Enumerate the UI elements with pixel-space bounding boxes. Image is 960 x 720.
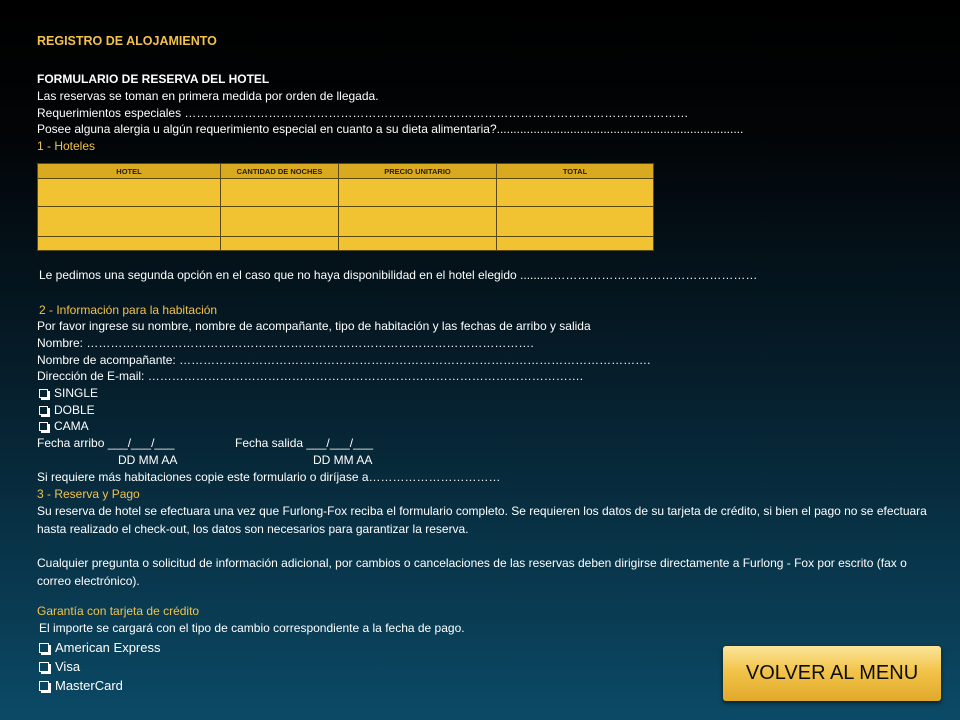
option-label: DOBLE bbox=[54, 403, 95, 417]
email-field[interactable]: Dirección de E-mail: ………………………………………………………………………………………………. bbox=[37, 369, 584, 383]
option-cama-checkbox[interactable] bbox=[39, 419, 89, 433]
column-header-noches: CANTIDAD DE NOCHES bbox=[221, 164, 339, 179]
allergy-field[interactable]: Posee alguna alergia u algún requerimiento especial en cuanto a su dieta alimentaria?.......................................................................... bbox=[37, 122, 744, 136]
special-requirements-field[interactable]: Requerimientos especiales ……………………………………………………………………………………………………………… bbox=[37, 106, 689, 120]
page-title: REGISTRO DE ALOJAMIENTO bbox=[37, 34, 217, 48]
table-cell[interactable] bbox=[221, 207, 339, 236]
card-amex-checkbox[interactable] bbox=[39, 640, 160, 655]
table-cell[interactable] bbox=[38, 179, 221, 207]
card-mastercard-checkbox[interactable] bbox=[39, 678, 123, 693]
table-row bbox=[38, 207, 654, 236]
departure-date-field[interactable]: Fecha salida ___/___/___ bbox=[235, 436, 374, 450]
option-single-checkbox[interactable] bbox=[39, 386, 98, 400]
guarantee-text: El importe se cargará con el tipo de cambio correspondiente a la fecha de pago. bbox=[39, 621, 465, 635]
table-cell[interactable] bbox=[221, 179, 339, 207]
card-label: American Express bbox=[55, 640, 161, 655]
column-header-precio: PRECIO UNITARIO bbox=[339, 164, 497, 179]
checkbox-icon bbox=[39, 643, 49, 653]
table-cell[interactable] bbox=[221, 236, 339, 250]
checkbox-icon bbox=[39, 406, 48, 415]
more-rooms-note: Si requiere más habitaciones copie este formulario o diríjase a…………………………… bbox=[37, 470, 501, 484]
column-header-hotel: HOTEL bbox=[38, 164, 221, 179]
table-cell[interactable] bbox=[497, 236, 654, 250]
column-header-total: TOTAL bbox=[497, 164, 654, 179]
payment-text: Su reserva de hotel se efectuara una vez que Furlong-Fox reciba el formulario completo. Se requieren los datos de su tarjeta de crédito, si bien el pago no se efectuara hasta realizado el check-out, los datos son necesarios para garantizar la reserva. bbox=[37, 504, 927, 536]
section-pago-heading: 3 - Reserva y Pago bbox=[37, 487, 140, 501]
option-doble-checkbox[interactable] bbox=[39, 403, 95, 417]
table-cell[interactable] bbox=[38, 236, 221, 250]
form-title: FORMULARIO DE RESERVA DEL HOTEL bbox=[37, 72, 270, 86]
table-cell[interactable] bbox=[339, 236, 497, 250]
table-row bbox=[38, 179, 654, 207]
arrival-date-format: DD MM AA bbox=[118, 453, 178, 467]
companion-field[interactable]: Nombre de acompañante: ………………………………………………………………………………………………………. bbox=[37, 353, 651, 367]
card-label: MasterCard bbox=[55, 678, 123, 693]
section-habitacion-heading: 2 - Información para la habitación bbox=[39, 303, 218, 317]
departure-date-format: DD MM AA bbox=[313, 453, 373, 467]
hotels-table bbox=[37, 163, 654, 251]
table-cell[interactable] bbox=[339, 207, 497, 236]
name-field[interactable]: Nombre: …………………………………………………………………………………………………. bbox=[37, 336, 534, 350]
table-row bbox=[38, 236, 654, 250]
guarantee-heading: Garantía con tarjeta de crédito bbox=[37, 604, 200, 618]
checkbox-icon bbox=[39, 662, 49, 672]
table-cell[interactable] bbox=[38, 207, 221, 236]
checkbox-icon bbox=[39, 389, 48, 398]
section-hoteles-heading: 1 - Hoteles bbox=[37, 139, 96, 153]
second-option-field[interactable]: Le pedimos una segunda opción en el caso que no haya disponibilidad en el hotel elegido ..........…………………………………………… bbox=[39, 268, 758, 282]
room-intro: Por favor ingrese su nombre, nombre de acompañante, tipo de habitación y las fechas de arribo y salida bbox=[37, 319, 591, 333]
order-note: Las reservas se toman en primera medida por orden de llegada. bbox=[37, 89, 379, 103]
back-to-menu-button[interactable]: VOLVER AL MENU bbox=[723, 646, 941, 701]
arrival-date-field[interactable]: Fecha arribo ___/___/___ bbox=[37, 436, 175, 450]
option-label: SINGLE bbox=[54, 386, 99, 400]
card-label: Visa bbox=[55, 659, 81, 674]
card-visa-checkbox[interactable] bbox=[39, 659, 80, 674]
table-cell[interactable] bbox=[497, 207, 654, 236]
table-cell[interactable] bbox=[339, 179, 497, 207]
checkbox-icon bbox=[39, 422, 48, 431]
checkbox-icon bbox=[39, 681, 49, 691]
option-label: CAMA bbox=[54, 419, 89, 433]
questions-text: Cualquier pregunta o solicitud de información adicional, por cambios o cancelaciones de las reservas deben dirigirse directamente a Furlong - Fox por escrito (fax o correo electrónico). bbox=[37, 556, 907, 588]
table-cell[interactable] bbox=[497, 179, 654, 207]
